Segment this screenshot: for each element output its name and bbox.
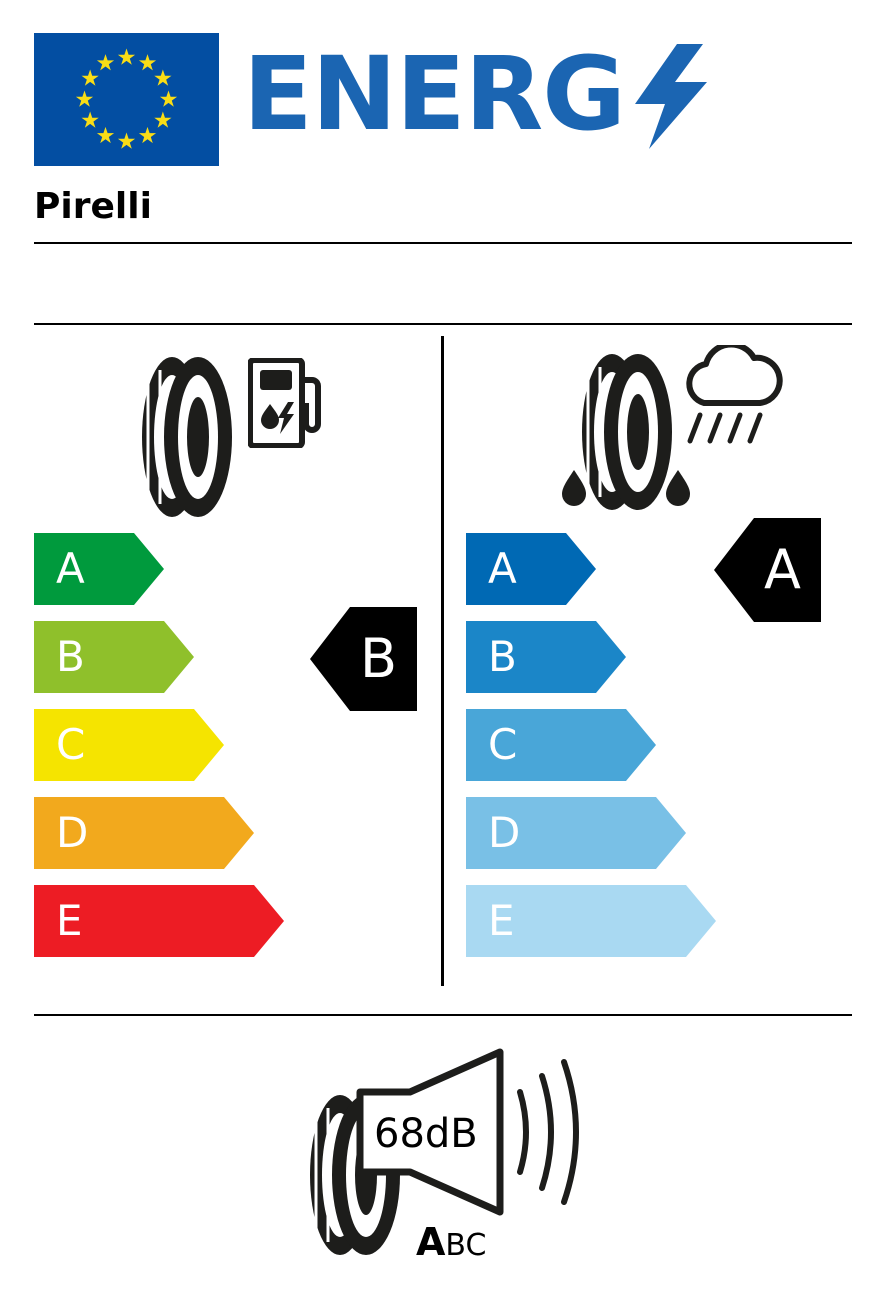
grade-letter: A <box>56 544 85 593</box>
fuel-grade-c <box>34 709 224 781</box>
tyre-icon <box>120 352 245 522</box>
fuel-grade-d <box>34 797 254 869</box>
grade-letter: E <box>488 896 515 945</box>
noise-class-active: A <box>416 1220 446 1264</box>
fuel-rating-pointer <box>310 607 417 711</box>
divider-noise <box>34 1014 852 1016</box>
wet-rating-pointer <box>714 518 821 622</box>
grade-letter: D <box>488 808 521 857</box>
grade-letter: B <box>56 632 85 681</box>
grade-arrow-shape <box>466 533 596 605</box>
fuel-grade-a <box>34 533 164 605</box>
wet-grade-d <box>466 797 686 869</box>
eu-flag-icon <box>34 33 219 166</box>
divider-second <box>34 323 852 325</box>
eu-stars <box>34 33 219 166</box>
rain-cloud-icon <box>678 345 786 457</box>
grade-letter: E <box>56 896 83 945</box>
brand-name: Pirelli <box>34 186 152 227</box>
fuel-grade-b <box>34 621 194 693</box>
wet-grade-b <box>466 621 626 693</box>
grade-arrow-shape <box>34 533 164 605</box>
fuel-rating-letter: B <box>359 627 397 690</box>
wet-grade-e <box>466 885 716 957</box>
grade-letter: C <box>56 720 86 769</box>
grade-letter: D <box>56 808 89 857</box>
wet-grade-a <box>466 533 596 605</box>
noise-db-value: 68dB <box>374 1111 478 1157</box>
lightning-bolt-icon <box>631 44 711 149</box>
noise-class-rest: BC <box>445 1228 487 1263</box>
divider-top <box>34 242 852 244</box>
wet-grade-c <box>466 709 656 781</box>
energ-wordmark: ENERG <box>243 35 625 154</box>
grade-letter: C <box>488 720 518 769</box>
noise-class <box>416 1220 486 1264</box>
fuel-grade-e <box>34 885 284 957</box>
divider-vertical <box>441 336 444 986</box>
tyre-icon <box>560 352 695 522</box>
fuel-pump-icon <box>248 358 324 448</box>
wet-rating-letter: A <box>764 538 801 601</box>
grade-letter: A <box>488 544 517 593</box>
grade-letter: B <box>488 632 517 681</box>
